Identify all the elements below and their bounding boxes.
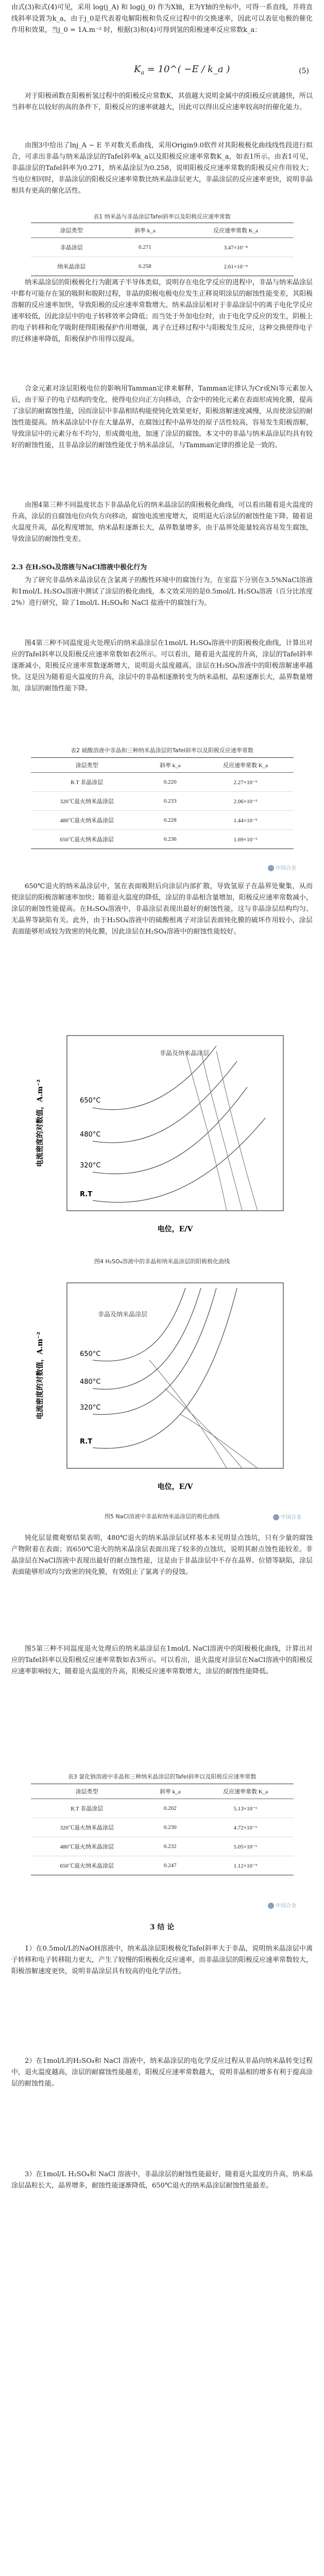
watermark-icon: [273, 1514, 279, 1520]
y-axis-label: 电流密度的对数值，A.m⁻²: [36, 1331, 44, 1420]
table-row: [31, 1837, 294, 1856]
formula-rhs: = 10^( −E / k_a ): [147, 64, 230, 75]
table3-header: 反应速率常数 K_a: [197, 1784, 294, 1799]
table2-caption: 表2 硫酸溶液中非晶和三种纳米晶涂层的Tafel斜率以及阳极反应速率常数: [71, 747, 253, 754]
label-650c: 650°C: [80, 1097, 101, 1105]
table1-header: 斜率 k_a: [112, 223, 178, 238]
table-cell: 0.232: [143, 1837, 197, 1856]
label-480c: 480°C: [80, 1131, 101, 1139]
y-axis-label: 电流密度的对数值，A.m⁻²: [36, 1079, 44, 1167]
table-cell: 0.233: [143, 792, 197, 811]
table-cell: 0.228: [143, 811, 197, 830]
table-cell: 0.236: [143, 830, 197, 849]
table-cell: R.T 非晶涂层: [31, 773, 143, 792]
table-row: [31, 1818, 294, 1837]
table-cell: 650℃退火纳米晶涂层: [31, 830, 143, 849]
table-row: [31, 257, 294, 276]
paragraph-h2so4: 图4第三种不同温度退火处理后的纳米晶涂层在1mol/L H₂SO₄溶液中的阳极极化曲线，计算出对应的Tafel斜率以及阳极反应速率常数如表2所示。可以看出，随着退火温度的升高，涂层的Tafel斜率逐渐减小，阳极反应速率常数逐渐增大，说明退火温度越高，涂层在H₂SO₄溶液中的阳极溶解速率越快。这是因为随着退火温度的升高，涂层中的非晶相逐渐转变为纳米晶相，晶粒逐渐长大，晶界数量增加，涂层的耐蚀性能下降。: [11, 639, 313, 692]
table2-header: 斜率 k_a: [143, 758, 197, 773]
paragraph-intro: 由式(3)和式(4)可见，采用 log(j_A) 和 log(j_0) 作为X轴，E为Y轴的坐标中，可得一系直线，并将直线斜率设置为k_a，由于j_0是代表着电解阳极和负反应过程中的交换速率，因此可以表征电极的催化作用和效果，当j_0 = 1A.m⁻² 时，根据(3)和(4)可得到氢的阳极速率反应常数k_a：: [11, 4, 313, 34]
paragraph-rate-constant: 对于阳极函数在阳极析氢过程中的阳极反应常数K，其值越大说明金属中的阳极反应就越快，所以当斜率在以较好的高的条件下，阳极反应的速率就越大，因此可以得出反应速率较高时的催化能力。: [11, 92, 313, 111]
table-cell: 5.13×10⁻⁶: [197, 1799, 294, 1818]
watermark-logo: 中国合金: [273, 1513, 301, 1520]
label-rt: R.T: [80, 1191, 93, 1198]
section-heading-2-3: 2.3 在H₂SO₄及溶液与NaCl溶液中极化行为: [11, 564, 147, 571]
x-axis-label: 电位，E/V: [157, 1483, 193, 1491]
table-cell: 2.06×10⁻⁵: [197, 792, 294, 811]
table-row: [31, 792, 294, 811]
section-heading-conclusion: 3 结 论: [149, 1923, 175, 1931]
table-cell: 0.258: [112, 257, 178, 276]
watermark-logo: 中国合金: [268, 863, 296, 871]
paragraph-anneal: 由图4第三种不同温度状态下非晶晶化后的纳米晶涂层的阳极极化曲线，可以看出随着退火温度的升高，涂层的自腐蚀电位向负方向移动，腐蚀电流密度增大，说明退火后涂层的耐蚀性能下降。随着退火温度升高，晶化程度增加，纳米晶粒逐渐长大，晶界数量增多，由于晶界处能量较高容易发生腐蚀，导致涂层的耐蚀性变差。: [11, 501, 313, 543]
label-650c: 650°C: [80, 1350, 101, 1358]
table1-header: 反应速率常数 K_a: [178, 223, 294, 238]
table-row: [31, 1856, 294, 1875]
table-row: [31, 1799, 294, 1818]
table2-header: 涂层类型: [31, 758, 143, 773]
conclusion-1: 1）在0.5mol/L的NaOH溶液中，纳米晶涂层阳极极化Tafel斜率大于非晶，说明纳米晶涂层中离子转移和电子转移阻力更大，产生了较慢的阳极极化反应速率，而非晶涂层的阳极反应速率常数较大，阳极溶解速度更快，说明非晶涂层具有较高的电化学活性。: [11, 1945, 313, 1975]
table-row: [31, 830, 294, 849]
label-480c: 480°C: [80, 1378, 101, 1386]
table-cell: 480℃退火纳米晶涂层: [31, 1837, 143, 1856]
table-cell: 320℃退火纳米晶涂层: [31, 792, 143, 811]
table3: [31, 1784, 294, 1875]
table-cell: 4.72×10⁻⁶: [197, 1818, 294, 1837]
formula-5: $K_a$ = 10^( −E / k_a ) (5): [134, 64, 309, 76]
table2: [31, 757, 294, 849]
table-cell: 非晶涂层: [31, 238, 112, 257]
legend-title: 非晶及纳米晶涂层: [98, 1311, 148, 1318]
table-row: [31, 811, 294, 830]
paragraph-650c: 650℃退火的纳米晶涂层中，氢在表面吸附后向涂层内部扩散，导致氢原子在晶界处聚集，从而使涂层的阳极溶解速率加快；随着退火温度的降低，涂层的非晶相含量增加，阳极反应速率常数减小，涂层的耐蚀性能提高。在H₂SO₄溶液中，非晶涂层表现出最好的耐蚀性能，这与非晶涂层结构均匀、无晶界等缺陷有关。此外，由于H₂SO₄溶液中的硫酸根离子对涂层表面钝化膜的破坏作用较小，涂层表面能够形成较为致密的钝化膜，因此涂层在H₂SO₄溶液中的耐蚀性能较好。: [11, 883, 313, 936]
table-cell: 0.230: [143, 1818, 197, 1837]
conclusion-2: 2）在1mol/L的H₂SO₄和 NaCl 溶液中，纳米晶涂层的电化学反应过程从非晶向纳米晶转变过程中，退火温度越高，涂层的耐腐蚀性能越差，阳极反应速率常数越大，说明非晶相的增多有利于提高涂层的耐蚀性能。: [11, 2057, 313, 2088]
table-cell: R.T 非晶涂层: [31, 1799, 143, 1818]
table-cell: 1.44×10⁻⁵: [197, 811, 294, 830]
table-row: [31, 773, 294, 792]
chart-nacl-polarization: [31, 1278, 294, 1504]
paragraph-acid-intro: 为了研究非晶纳米晶涂层在含氯离子的酸性环境中的腐蚀行为，在室温下分别在3.5%NaCl溶液和1mol/L H₂SO₄溶液中测试了涂层的极化曲线，本文效采用的是0.5mol/L H₂SO₄溶液（百分比浓度2%）进行研究，除了1mol/L H₂SO₄和 NaCl 盐液中的腐蚀行为。: [11, 577, 313, 607]
table1-header: 涂层类型: [31, 223, 112, 238]
table-cell: 480℃退火纳米晶涂层: [31, 811, 143, 830]
table-cell: 5.05×10⁻⁶: [197, 1837, 294, 1856]
paragraph-tamman: 合金元素对涂层阳极电位的影响用Tamman定律来解释，Tamman定律认为Cr或Ni等元素加入后，由于原子的电子结构的变化，使得电位向正方向移动，合金中的钝化元素在表面形成钝化膜，提高了涂层的耐腐蚀性能，因而涂层中非晶相结构能使钝化效果更好，阳极溶解速度减慢，从而使涂层的耐蚀性能提高。纳米晶涂层中存在大量晶界，在腐蚀过程中晶界处的原子活性较高，容易发生阳极溶解，导致涂层中的元素分布不均匀，形成微电池，加速了涂层的腐蚀。本文中的非晶与纳米晶涂层均具有较好的耐蚀性能，且非晶涂层的耐蚀性能优于纳米晶涂层，与Tamman定律的推论是一致的。: [11, 385, 313, 449]
figure5-caption: 图5 NaCl溶液中非晶和纳米晶涂层的极化曲线: [104, 1513, 220, 1520]
table-row: [31, 238, 294, 257]
table-cell: 0.220: [143, 773, 197, 792]
table3-header: 涂层类型: [31, 1784, 143, 1799]
formula-number: (5): [299, 67, 309, 75]
paragraph-nacl: 图5第三种不同温度退火处理后的纳米晶涂层在1mol/L NaCl溶液中的阳极极化曲线，计算出对应的Tafel斜率以及阳极反应速率常数如表3所示。可以看出，退火温度对涂层在NaCl溶液中的阳极反应速率影响较大，随着退火温度的升高，阳极反应速率常数增大，涂层的耐蚀性能降低。: [11, 1645, 313, 1675]
table1-caption: 表1 纳米晶与非晶涂层Tafel斜率以及阳极反应速率常数: [93, 213, 231, 220]
table-cell: 650℃退火纳米晶涂层: [31, 1856, 143, 1875]
paragraph-pitting: 钝化层显微观察结果表明，480℃退火的纳米晶涂层试样基本未见明显点蚀坑，只有少量的腐蚀产物附着在表面；而650℃退火的纳米晶涂层表面出现了较多的点蚀坑，说明其耐点蚀性能较差。非晶涂层在NaCl溶液中表现出最好的耐点蚀性能，这是由于非晶涂层中不存在晶界、位错等缺陷，涂层表面能够形成均匀致密的钝化膜，有效阻止了氯离子的侵蚀。: [11, 1534, 313, 1576]
figure4-caption: 图4 H₂SO₄溶液中的非晶和纳米晶涂层的阳极极化曲线: [94, 1258, 230, 1265]
watermark-icon: [268, 1903, 274, 1909]
label-320c: 320°C: [80, 1404, 101, 1412]
table-cell: 纳米晶涂层: [31, 257, 112, 276]
conclusion-3: 3）在1mol/L H₂SO₄和 NaCl 溶液中，非晶涂层的耐蚀性能最好，随着退火温度的升高，纳米晶涂层晶粒长大，晶界增多，耐蚀性能逐渐降低，650℃退火的纳米晶涂层耐蚀性能最差。: [11, 2171, 313, 2190]
table-cell: 1.12×10⁻⁵: [197, 1856, 294, 1875]
watermark-icon: [268, 865, 274, 871]
label-rt: R.T: [80, 1438, 93, 1446]
x-axis-label: 电位，E/V: [157, 1225, 193, 1233]
watermark-logo: 中国合金: [268, 1901, 296, 1909]
table-cell: 3.47×10⁻⁴: [178, 238, 294, 257]
chart-h2so4-polarization: [31, 1030, 294, 1247]
label-320c: 320°C: [80, 1162, 101, 1170]
table-cell: 2.61×10⁻⁴: [178, 257, 294, 276]
table-cell: 0.247: [143, 1856, 197, 1875]
table-cell: 0.271: [112, 238, 178, 257]
formula-lhs: K: [134, 64, 141, 75]
table3-header: 斜率 k_a: [143, 1784, 197, 1799]
table3-caption: 表3 氯化钠溶液中非晶和三种纳米晶涂层的Tafel斜率以及阳极反应速率常数: [67, 1773, 257, 1780]
table2-header: 反应速率常数 K_a: [197, 758, 294, 773]
table-cell: 2.27×10⁻⁵: [197, 773, 294, 792]
paragraph-fig3: 由图3中给出了lnj_A − E 半对数关系曲线，采用Origin9.0软件对其阳极极化曲线线性段进行拟合，可求出非晶与纳米晶涂层的Tafel斜率k_a以及阳极反应速率常数K_a，如表1所示。由表1可见，非晶涂层的Tafel斜率为0.271，纳米晶涂层为0.258，说明阳极反应速率常数的阳极反应作用较大；当电位相同时，非晶涂层的阳极反应速率常数比纳米晶涂层更大，非晶涂层的反应速率更快，说明非晶相具有更高的催化活性。: [11, 142, 313, 195]
table-cell: 0.202: [143, 1799, 197, 1818]
table-cell: 1.69×10⁻⁵: [197, 830, 294, 849]
legend-title: 非晶及纳米晶涂层: [160, 1049, 210, 1057]
table-cell: 320℃退火纳米晶涂层: [31, 1818, 143, 1837]
paragraph-mechanism: 纳米晶涂层的阳极极化行为跟离子半导体类似，说明存在电化学反应的进程中，非晶与纳米晶涂层中都有可能存在氢的吸附和脱附过程，非晶的阳极电极电位发生正移说明涂层的耐蚀性能变差，其阳极溶解的反应速率加快，导致阳极的反应速率常数增大。纳米晶涂层相对于非晶涂层中的离子电化学反应速率较低，因此涂层中的电子转移效率会降低；而当处于外加电位时，由于电化学反应的发生，阴极上的电子转移和化学吸附使得阳极保护作用增强，离子在迁移过程中与阳极发生反应，这种交换使得电子的迁移速率降低，阳极保护作用得以提高。: [11, 279, 313, 343]
table1: [31, 223, 294, 276]
